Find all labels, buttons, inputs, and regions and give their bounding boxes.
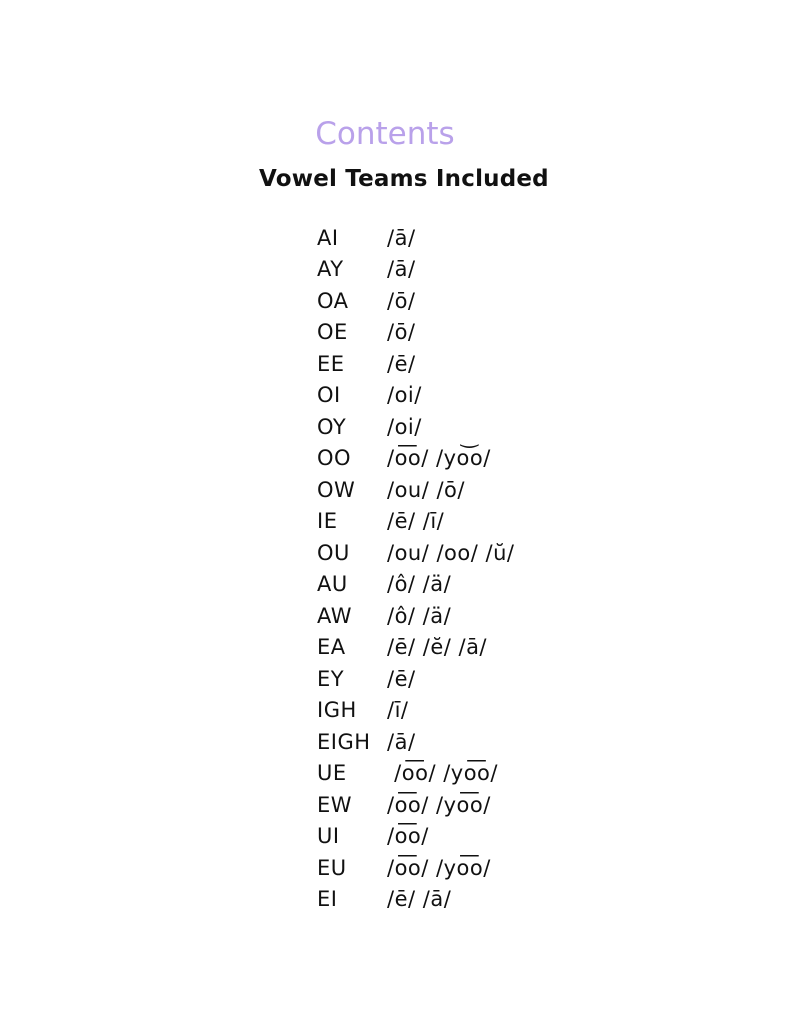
vowel-team-letters: OO (317, 446, 352, 471)
vowel-team-letters: EU (317, 855, 347, 880)
vowel-team-sounds: /ô/ /ä/ (387, 603, 452, 628)
vowel-team-sounds: /ou/ /oo/ /ŭ/ (387, 540, 515, 565)
vowel-team-row (317, 821, 514, 853)
vowel-team-sounds: /ō/ (387, 288, 416, 313)
vowel-team-row (317, 600, 514, 632)
vowel-team-sounds: /ā/ (387, 257, 416, 282)
vowel-team-letters: EW (317, 792, 353, 817)
vowel-team-row (317, 632, 514, 664)
vowel-team-row (317, 317, 514, 349)
vowel-team-row (317, 537, 514, 569)
vowel-team-sounds: /ē/ /ā/ (387, 887, 452, 912)
vowel-team-sounds: /ou/ /ō/ (387, 477, 465, 502)
vowel-team-letters: IGH (317, 698, 357, 723)
vowel-team-letters: OY (317, 414, 347, 439)
vowel-team-sounds: /o͞o/ /yo͞o/ (387, 761, 498, 786)
vowel-team-sounds: /ā/ (387, 225, 416, 250)
vowel-team-sounds: /o͞o/ (387, 824, 429, 849)
page-title: Contents (315, 116, 455, 152)
vowel-team-letters: AU (317, 572, 348, 597)
vowel-team-letters: OW (317, 477, 356, 502)
vowel-team-letters: EIGH (317, 729, 371, 754)
vowel-team-letters: OE (317, 320, 348, 345)
vowel-team-letters: OA (317, 288, 349, 313)
vowel-team-sounds: /ō/ (387, 320, 416, 345)
vowel-team-letters: AY (317, 257, 344, 282)
vowel-team-row (317, 474, 514, 506)
vowel-team-sounds: /o͞o/ /yo͝o/ (387, 446, 491, 471)
vowel-team-letters: AI (317, 225, 339, 250)
vowel-team-row (317, 506, 514, 538)
page-subtitle: Vowel Teams Included (259, 166, 549, 192)
vowel-team-letters: UI (317, 824, 340, 849)
vowel-team-letters: EA (317, 635, 346, 660)
vowel-team-letters: AW (317, 603, 352, 628)
vowel-team-row (317, 411, 514, 443)
vowel-team-row (317, 789, 514, 821)
vowel-team-sounds: /oi/ (387, 414, 422, 439)
vowel-team-sounds: /ē/ (387, 666, 416, 691)
vowel-team-row (317, 285, 514, 317)
vowel-team-letters: EE (317, 351, 345, 376)
vowel-team-row (317, 758, 514, 790)
vowel-team-row (317, 443, 514, 475)
vowel-team-letters: UE (317, 761, 347, 786)
vowel-team-sounds: /ē/ (387, 351, 416, 376)
vowel-team-row (317, 569, 514, 601)
vowel-team-row (317, 726, 514, 758)
vowel-team-letters: EI (317, 887, 338, 912)
vowel-team-row (317, 852, 514, 884)
vowel-team-letters: OU (317, 540, 350, 565)
vowel-team-letters: EY (317, 666, 345, 691)
vowel-team-row (317, 884, 514, 916)
vowel-team-sounds: /oi/ (387, 383, 422, 408)
vowel-team-sounds: /o͞o/ /yo͞o/ (387, 792, 491, 817)
vowel-team-list (317, 222, 514, 915)
vowel-team-sounds: /ī/ (387, 698, 409, 723)
vowel-team-row (317, 222, 514, 254)
vowel-team-row (317, 380, 514, 412)
vowel-team-row (317, 663, 514, 695)
vowel-team-sounds: /ē/ /ĕ/ /ā/ (387, 635, 488, 660)
vowel-team-sounds: /ā/ (387, 729, 416, 754)
vowel-team-sounds: /ē/ /ī/ (387, 509, 445, 534)
vowel-team-letters: OI (317, 383, 341, 408)
vowel-team-row (317, 348, 514, 380)
vowel-team-row (317, 254, 514, 286)
vowel-team-letters: IE (317, 509, 338, 534)
vowel-team-sounds: /ô/ /ä/ (387, 572, 452, 597)
vowel-team-sounds: /o͞o/ /yo͞o/ (387, 855, 491, 880)
vowel-team-row (317, 695, 514, 727)
